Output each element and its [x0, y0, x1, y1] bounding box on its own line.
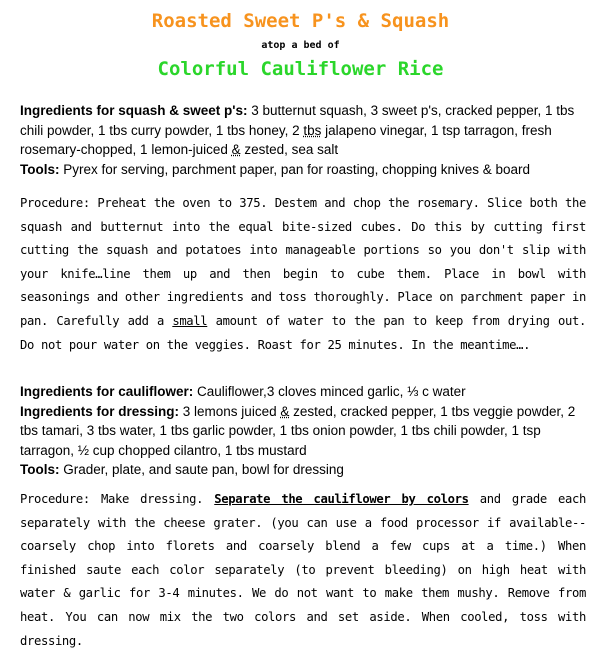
squash-ingredients-text-mid: jalapeno vinegar, 1 tsp tarragon, fresh rosemary-chopped, 1 lemon-juiced	[20, 122, 552, 157]
squash-procedure	[20, 192, 586, 357]
squash-ingredients-ampersand: &	[231, 142, 241, 157]
squash-ingredients-text-start: 3 butternut squash, 3 sweet p's, cracked pepper, 1 tbs chili powder, 1 tbs curry powder, 1 tbs honey, 2	[20, 103, 575, 138]
recipe-title: Roasted Sweet P's & Squash	[151, 10, 450, 32]
squash-ingredients-text-end: zested, sea salt	[240, 142, 339, 157]
cauliflower-procedure-text-end: and grade each separately with the cheese grater. (you can use a food processor if available--coarsely chop into florets and coarsely blend a few cups at a time.) When finished saute each color separately (to prevent bleeding) on high heat with water & garlic for 3-4 minutes. We do not want to make them mushy. Remove from heat. You can now mix the two colors and set aside. When cooled, toss with dressing.	[20, 492, 586, 648]
squash-procedure-small: small	[172, 313, 208, 328]
cauliflower-tools	[20, 460, 586, 480]
squash-tools	[20, 160, 586, 180]
squash-ingredients-tbs: tbs	[303, 122, 322, 138]
squash-ingredients-block	[20, 101, 586, 179]
cauliflower-tools-label: Tools:	[20, 462, 60, 477]
cauliflower-ingredients-text: Cauliflower,3 cloves minced garlic, ⅓ c water	[193, 384, 466, 399]
cauliflower-ingredients	[20, 382, 586, 402]
cauliflower-procedure-text-start: Procedure: Make dressing.	[20, 492, 215, 506]
dressing-ingredients-text-end: zested, cracked pepper, 1 tbs veggie powder, 2 tbs tamari, 3 tbs water, 1 tbs garlic powder, 1 tbs onion powder, 1 tbs chili powder, 1 tsp tarragon, ½ cup chopped cilantro, 1 tbs mustard	[20, 403, 576, 458]
recipe-dish-title: Colorful Cauliflower Rice	[157, 58, 444, 80]
cauliflower-ingredients-label: Ingredients for cauliflower:	[20, 384, 194, 399]
cauliflower-procedure-emphasis: Separate the cauliflower by colors	[214, 492, 469, 506]
squash-ingredients	[20, 101, 586, 160]
recipe-subtitle: atop a bed of	[261, 40, 340, 51]
squash-ingredients-label: Ingredients for squash & sweet p's:	[20, 103, 248, 118]
dressing-ingredients-ampersand: &	[280, 403, 290, 419]
squash-procedure-text-start: Procedure: Preheat the oven to 375. Destem and chop the rosemary. Slice both the squash and butternut into the equal bite-sized cubes. Do this by cutting first cutting the squash and potatoes into manageable portions so you don't slip with your knife…line them up and then begin to cube them. Place in bowl with seasonings and other ingredients and toss thoroughly. Place on parchment paper in pan. Carefully add a	[20, 196, 586, 328]
squash-procedure-text-end: amount of water to the pan to keep from drying out. Do not pour water on the veggies. Roast for 25 minutes. In the meantime….	[20, 313, 586, 352]
cauliflower-ingredients-block	[20, 382, 586, 480]
cauliflower-procedure	[20, 488, 586, 653]
cauliflower-tools-text: Grader, plate, and saute pan, bowl for dressing	[59, 462, 344, 477]
dressing-ingredients-text-start: 3 lemons juiced	[179, 403, 281, 419]
dressing-ingredients-label: Ingredients for dressing:	[20, 403, 180, 419]
dressing-ingredients	[20, 402, 586, 461]
squash-tools-text: Pyrex for serving, parchment paper, pan for roasting, chopping knives & board	[59, 161, 531, 177]
squash-tools-label: Tools:	[20, 161, 60, 177]
